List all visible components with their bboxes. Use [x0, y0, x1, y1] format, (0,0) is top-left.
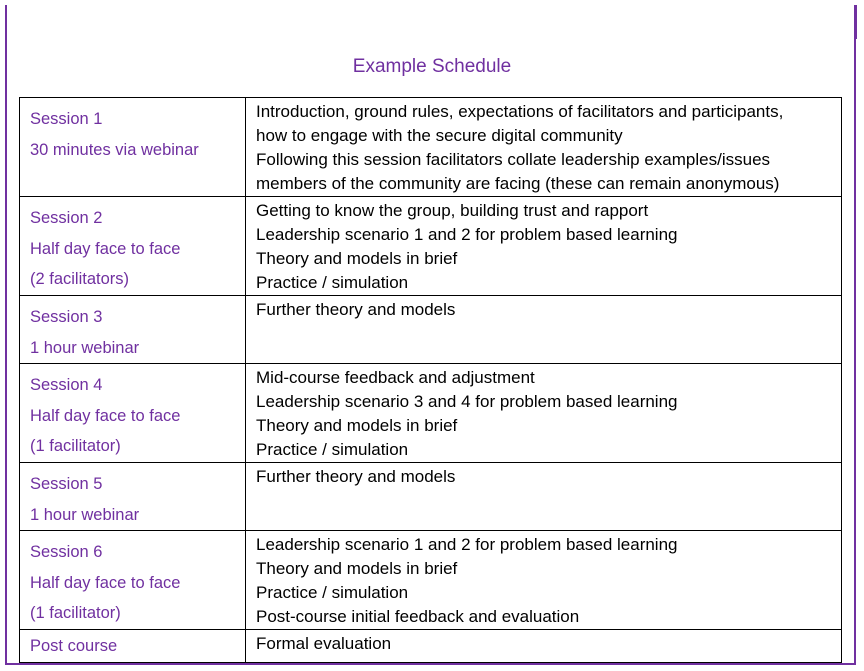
- content-line: Post-course initial feedback and evaluation: [256, 607, 580, 626]
- session-content-cell: [246, 463, 842, 531]
- content-line: Following this session facilitators collate leadership examples/issues: [256, 150, 771, 169]
- content-line: Theory and models in brief: [256, 249, 458, 268]
- content-line: Practice / simulation: [256, 273, 409, 292]
- session-name: Session 5: [30, 475, 103, 493]
- session-facilitators: (1 facilitator): [30, 604, 121, 622]
- content-line: Introduction, ground rules, expectations of facilitators and participants,: [256, 102, 784, 121]
- session-content-cell: [246, 98, 842, 197]
- session-format: 1 hour webinar: [30, 505, 140, 524]
- session-format: Half day face to face: [30, 406, 181, 425]
- table-row: [20, 630, 842, 663]
- content-line: Theory and models in brief: [256, 559, 458, 578]
- session-name: Session 3: [30, 308, 103, 326]
- session-name: Session 4: [30, 376, 103, 394]
- session-name: Session 6: [30, 543, 103, 561]
- content-line: how to engage with the secure digital community: [256, 126, 623, 145]
- content-line: Further theory and models: [256, 300, 456, 319]
- session-facilitators: (1 facilitator): [30, 437, 121, 455]
- session-content-cell: [246, 630, 842, 663]
- page-title: Example Schedule: [352, 56, 512, 77]
- session-facilitators: (2 facilitators): [30, 270, 130, 288]
- session-label-cell: [20, 98, 246, 197]
- session-content-cell: [246, 197, 842, 296]
- session-format: 30 minutes via webinar: [30, 140, 199, 159]
- session-label-cell: [20, 630, 246, 663]
- content-line: Theory and models in brief: [256, 416, 458, 435]
- session-name: Post course: [30, 637, 118, 655]
- session-format: Half day face to face: [30, 573, 181, 592]
- session-content-cell: [246, 296, 842, 364]
- session-content-cell: [246, 531, 842, 630]
- content-line: Getting to know the group, building trust and rapport: [256, 201, 649, 220]
- content-line: members of the community are facing (these can remain anonymous): [256, 174, 780, 193]
- session-format: 1 hour webinar: [30, 338, 140, 357]
- table-row: [20, 197, 842, 296]
- session-label-cell: [20, 531, 246, 630]
- session-name: Session 2: [30, 209, 103, 227]
- content-line: Practice / simulation: [256, 583, 409, 602]
- table-row: [20, 531, 842, 630]
- content-line: Further theory and models: [256, 467, 456, 486]
- content-line: Leadership scenario 1 and 2 for problem based learning: [256, 225, 678, 244]
- content-line: Leadership scenario 3 and 4 for problem based learning: [256, 392, 678, 411]
- content-line: Mid-course feedback and adjustment: [256, 368, 535, 387]
- content-line: Formal evaluation: [256, 634, 392, 653]
- session-label-cell: [20, 197, 246, 296]
- session-label-cell: [20, 364, 246, 463]
- table-row: [20, 364, 842, 463]
- table-row: [20, 463, 842, 531]
- schedule-table: [19, 97, 842, 663]
- table-row: [20, 296, 842, 364]
- session-format: Half day face to face: [30, 239, 181, 258]
- session-label-cell: [20, 296, 246, 364]
- session-label-cell: [20, 463, 246, 531]
- session-content-cell: [246, 364, 842, 463]
- content-line: Practice / simulation: [256, 440, 409, 459]
- session-name: Session 1: [30, 110, 103, 128]
- table-row: [20, 98, 842, 197]
- content-line: Leadership scenario 1 and 2 for problem based learning: [256, 535, 678, 554]
